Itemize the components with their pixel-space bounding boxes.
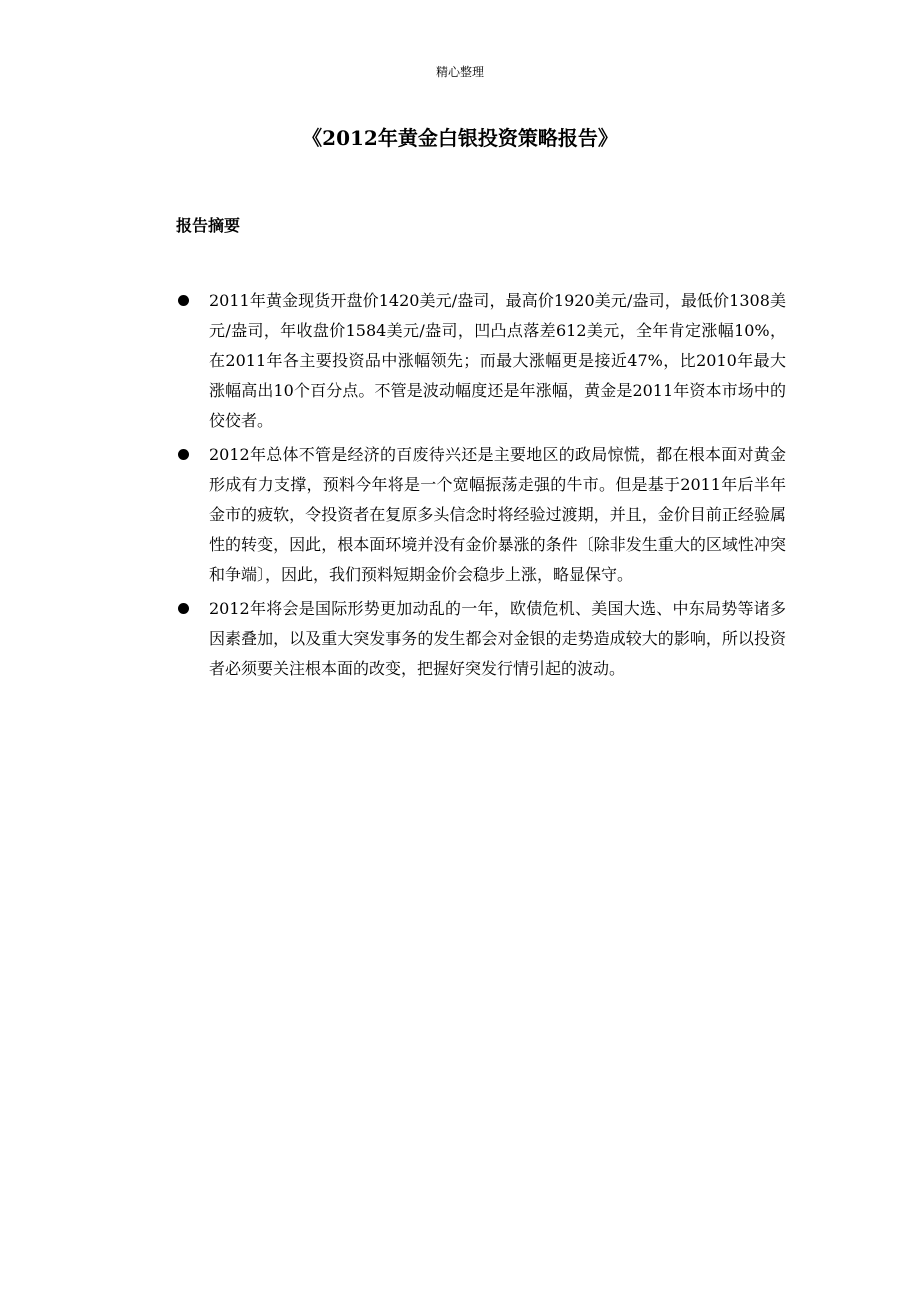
bullet-icon <box>178 295 189 306</box>
bullet-icon <box>178 603 189 614</box>
list-item <box>176 286 786 436</box>
list-item-text: 2011年黄金现货开盘价1420美元/盎司，最高价1920美元/盎司，最低价1308美元/盎司，年收盘价1584美元/盎司，凹凸点落差612美元，全年肯定涨幅10%，在2011年各主要投资品中涨幅领先；而最大涨幅更是接近47%，比2010年最大涨幅高出10个百分点。不管是波动幅度还是年涨幅，黄金是2011年资本市场中的佼佼者。 <box>209 291 786 430</box>
list-item <box>176 440 786 590</box>
summary-list <box>176 286 786 688</box>
bullet-icon <box>178 449 189 460</box>
document-title: 《2012年黄金白银投资策略报告》 <box>302 126 618 150</box>
list-item <box>176 594 786 684</box>
section-heading: 报告摘要 <box>176 216 241 235</box>
list-item-text: 2012年将会是国际形势更加动乱的一年，欧债危机、美国大选、中东局势等诸多因素叠加，以及重大突发事务的发生都会对金银的走势造成较大的影响，所以投资者必须要关注根本面的改变，把握好突发行情引起的波动。 <box>209 599 786 678</box>
list-item-text: 2012年总体不管是经济的百废待兴还是主要地区的政局惊慌，都在根本面对黄金形成有力支撑，预料今年将是一个宽幅振荡走强的牛市。但是基于2011年后半年金市的疲软，令投资者在复原多头信念时将经验过渡期，并且，金价目前正经验属性的转变，因此，根本面环境并没有金价暴涨的条件〔除非发生重大的区域性冲突和争端〕，因此，我们预料短期金价会稳步上涨，略显保守。 <box>209 445 786 584</box>
page-header: 精心整理 <box>435 65 484 79</box>
